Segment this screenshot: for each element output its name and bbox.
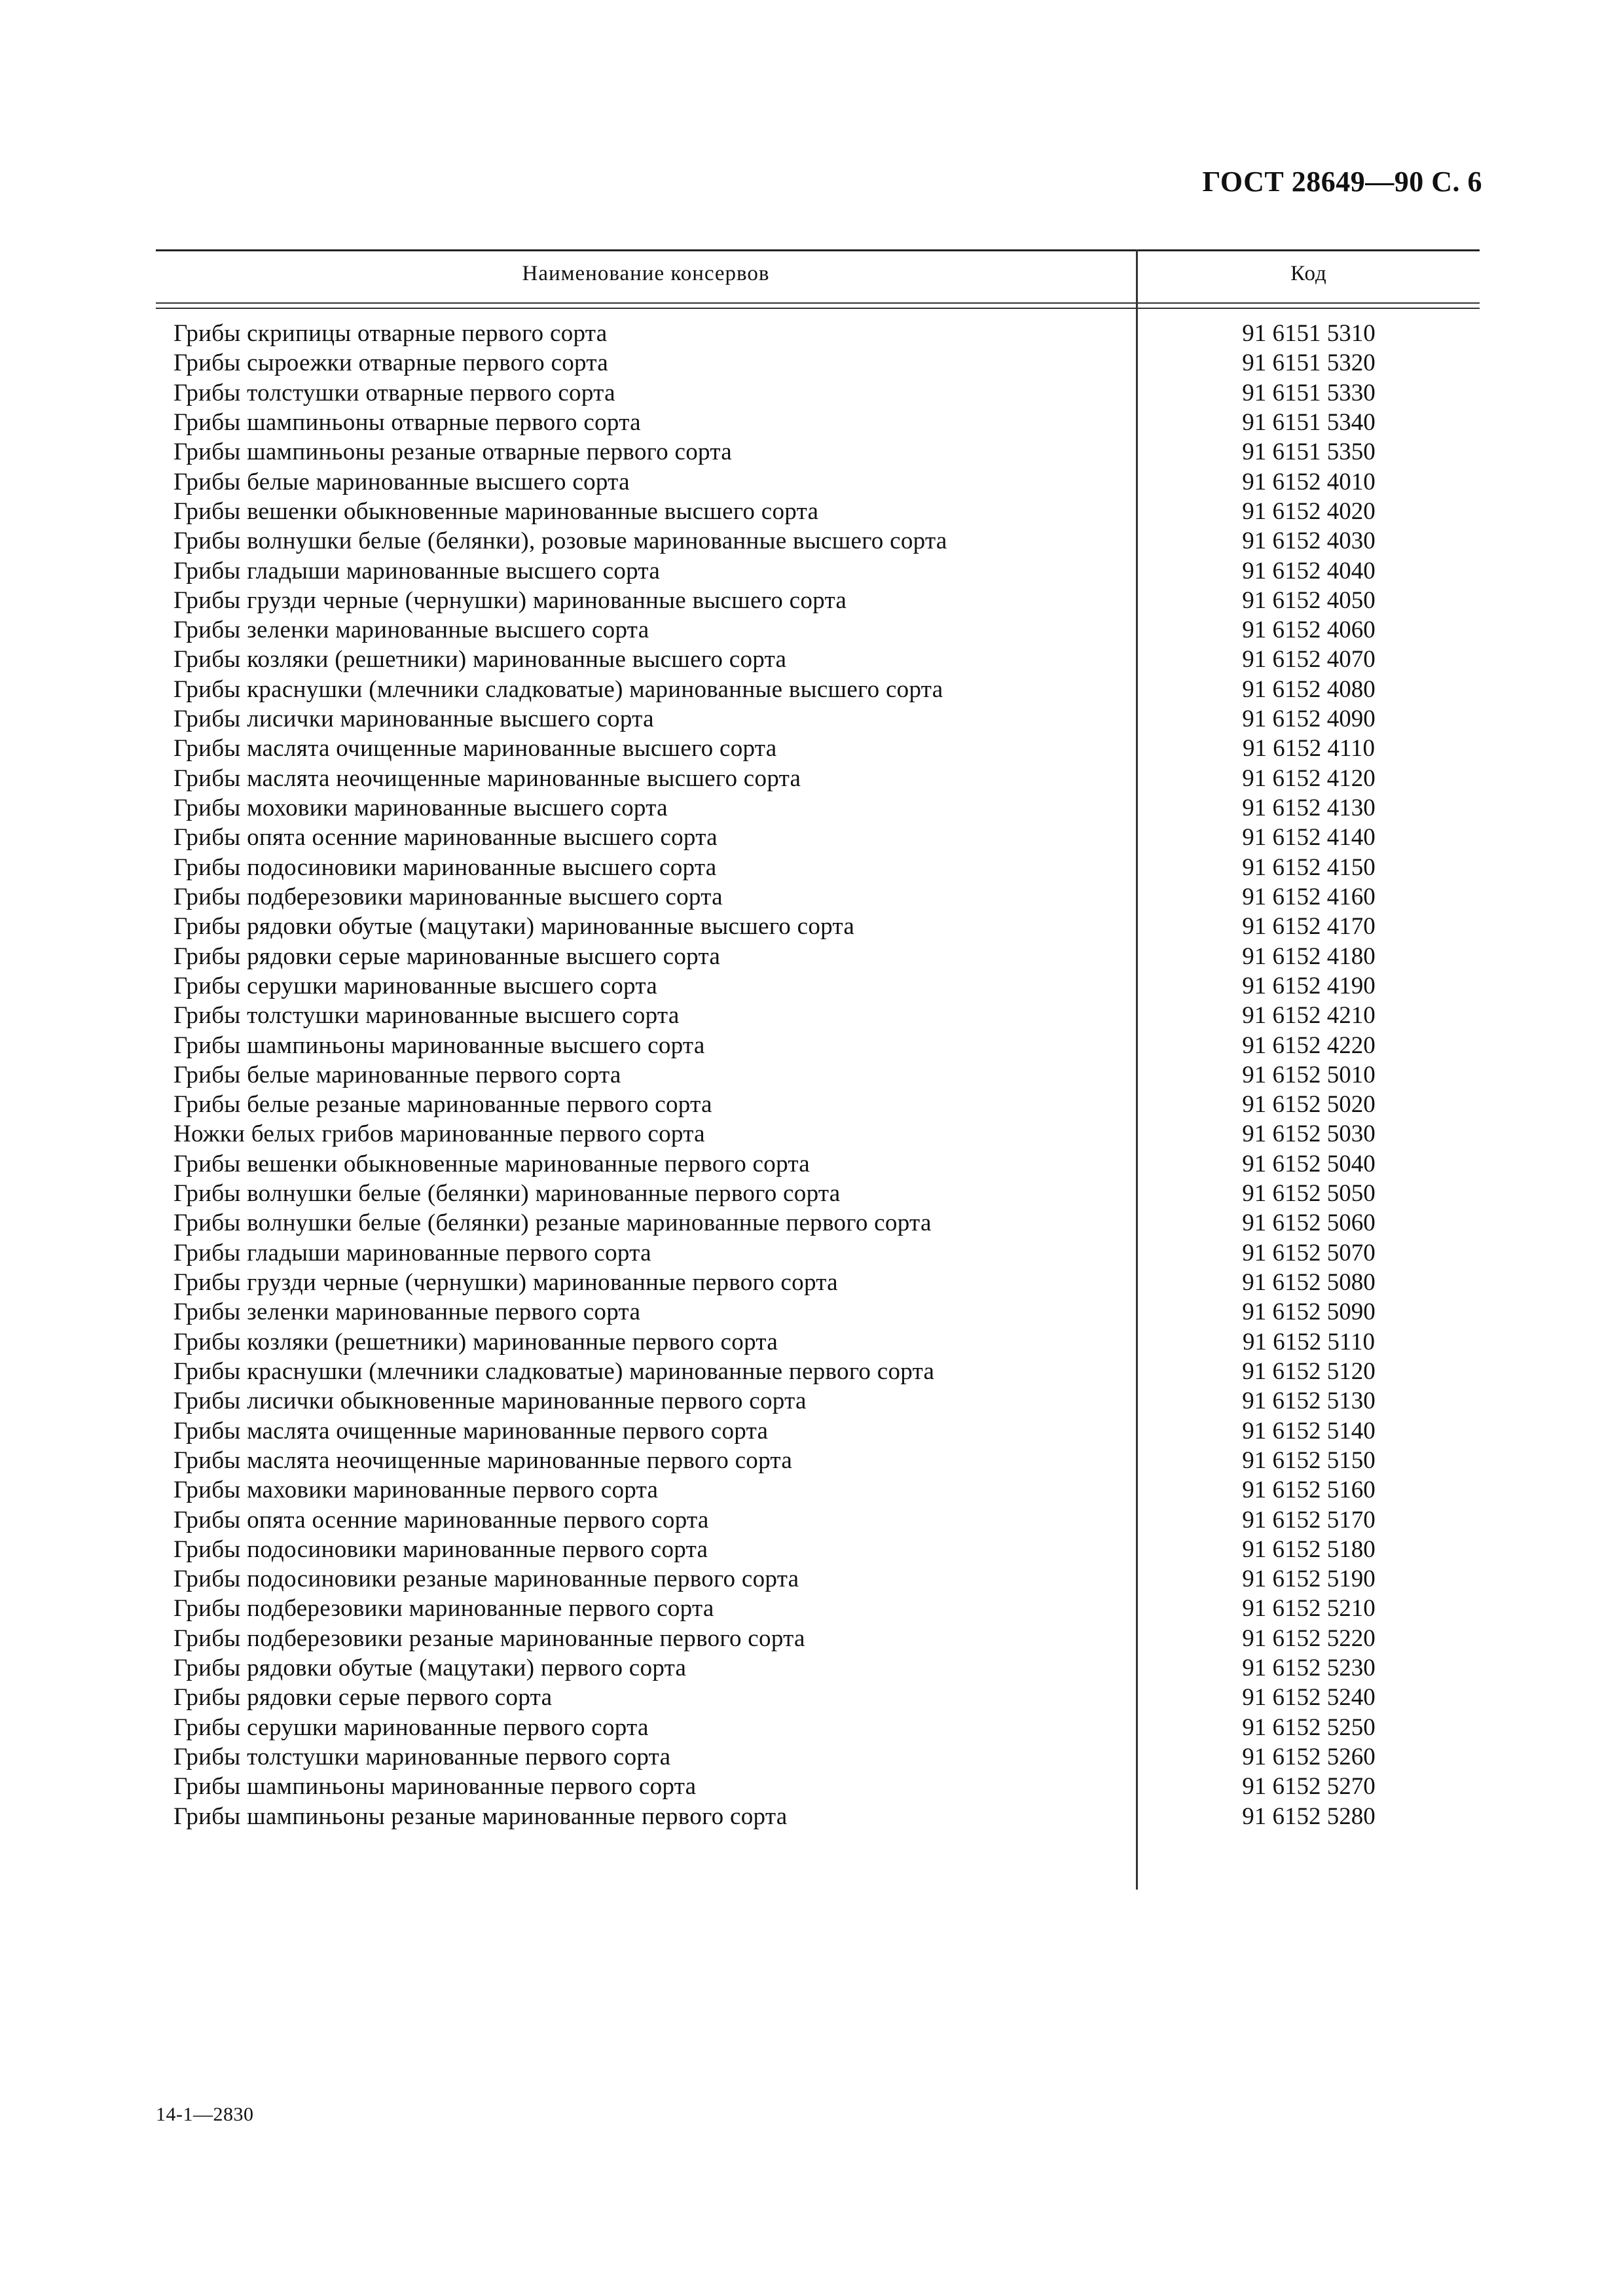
table-row xyxy=(156,437,1480,467)
cell-product-code: 91 6152 5010 xyxy=(1242,1061,1376,1088)
table-row xyxy=(156,1386,1480,1416)
cell-product-code: 91 6152 4010 xyxy=(1242,468,1376,495)
cell-product-code: 91 6152 4170 xyxy=(1242,913,1376,941)
cell-product-code: 91 6152 4090 xyxy=(1242,706,1376,733)
table-row xyxy=(156,1090,1480,1119)
cell-product-code: 91 6152 5120 xyxy=(1242,1357,1376,1385)
cell-product-code: 91 6152 4080 xyxy=(1242,675,1376,703)
table-row xyxy=(156,378,1480,408)
cell-product-code: 91 6152 4130 xyxy=(1242,795,1376,821)
table-row xyxy=(156,1624,1480,1653)
cell-product-code: 91 6152 5220 xyxy=(1242,1624,1376,1652)
cell-product-code: 91 6152 5030 xyxy=(1242,1121,1376,1148)
cell-product-name: Грибы краснушки (млечники сладковатые) маринованные первого сорта xyxy=(173,1357,935,1385)
table-row xyxy=(156,1268,1480,1297)
cell-product-code: 91 6152 5140 xyxy=(1242,1417,1376,1444)
cell-product-code: 91 6152 5040 xyxy=(1242,1150,1376,1177)
cell-product-name: Грибы толстушки маринованные первого сорта xyxy=(173,1744,671,1770)
table-row xyxy=(156,942,1480,971)
cell-product-name: Грибы белые резаные маринованные первого сорта xyxy=(173,1091,712,1119)
cell-product-name: Грибы маховики маринованные первого сорта xyxy=(173,1477,659,1504)
table-row xyxy=(156,1357,1480,1386)
cell-product-name: Грибы вешенки обыкновенные маринованные первого сорта xyxy=(173,1150,811,1177)
table-row xyxy=(156,1594,1480,1623)
cell-product-code: 91 6152 4030 xyxy=(1242,528,1376,555)
cell-product-name: Грибы маслята неочищенные маринованные первого сорта xyxy=(173,1446,793,1474)
cell-product-code: 91 6152 5070 xyxy=(1242,1239,1376,1266)
cell-product-name: Грибы волнушки белые (белянки), розовые маринованные высшего сорта xyxy=(173,528,947,555)
cell-product-name: Грибы подосиновики маринованные первого сорта xyxy=(173,1535,708,1563)
cell-product-name: Грибы лисички обыкновенные маринованные первого сорта xyxy=(173,1388,807,1415)
table-row xyxy=(156,497,1480,526)
cell-product-code: 91 6151 5320 xyxy=(1242,350,1376,377)
header-double-rule-upper xyxy=(156,302,1480,304)
cell-product-name: Грибы шампиньоны резаные маринованные первого сорта xyxy=(173,1803,788,1830)
cell-product-name: Грибы шампиньоны отварные первого сорта xyxy=(173,408,641,436)
page-header-title: ГОСТ 28649—90 С. 6 xyxy=(1202,166,1482,198)
table-row xyxy=(156,1772,1480,1801)
cell-product-code: 91 6152 5170 xyxy=(1242,1506,1376,1534)
table-row xyxy=(156,1802,1480,1831)
table-row xyxy=(156,526,1480,556)
table-row xyxy=(156,1505,1480,1535)
cell-product-name: Ножки белых грибов маринованные первого сорта xyxy=(173,1121,705,1148)
cell-product-code: 91 6152 5060 xyxy=(1242,1210,1376,1237)
cell-product-name: Грибы козляки (решетники) маринованные высшего сорта xyxy=(173,646,787,673)
cell-product-code: 91 6152 4020 xyxy=(1242,497,1376,525)
cell-product-name: Грибы подосиновики маринованные высшего сорта xyxy=(173,853,717,881)
cell-product-code: 91 6152 4110 xyxy=(1242,735,1376,762)
cell-product-name: Грибы маслята неочищенные маринованные высшего сорта xyxy=(173,764,801,792)
cell-product-name: Грибы моховики маринованные высшего сорта xyxy=(173,795,668,821)
cell-product-name: Грибы сыроежки отварные первого сорта xyxy=(173,350,608,377)
cell-product-name: Грибы шампиньоны маринованные высшего сорта xyxy=(173,1031,705,1059)
table-row xyxy=(156,348,1480,378)
cell-product-name: Грибы волнушки белые (белянки) резаные маринованные первого сорта xyxy=(173,1210,932,1237)
table-row xyxy=(156,1446,1480,1475)
cell-product-code: 91 6152 5190 xyxy=(1242,1566,1376,1593)
cell-product-name: Грибы гладыши маринованные высшего сорта xyxy=(173,557,661,584)
cell-product-code: 91 6152 4070 xyxy=(1242,646,1376,673)
table-row xyxy=(156,1149,1480,1179)
table-row xyxy=(156,793,1480,823)
table-row xyxy=(156,319,1480,348)
table-row xyxy=(156,1297,1480,1327)
cell-product-code: 91 6152 5240 xyxy=(1242,1684,1376,1712)
cell-product-name: Грибы серушки маринованные высшего сорта xyxy=(173,972,657,999)
cell-product-code: 91 6152 5260 xyxy=(1242,1744,1376,1770)
table-row xyxy=(156,408,1480,437)
cell-product-name: Грибы гладыши маринованные первого сорта xyxy=(173,1239,651,1266)
cell-product-name: Грибы грузди черные (чернушки) маринованные первого сорта xyxy=(173,1269,838,1296)
cell-product-name: Грибы опята осенние маринованные высшего сорта xyxy=(173,824,718,852)
cell-product-name: Грибы маслята очищенные маринованные высшего сорта xyxy=(173,735,777,762)
cell-product-code: 91 6151 5350 xyxy=(1242,439,1376,466)
table-row xyxy=(156,823,1480,852)
cell-product-name: Грибы волнушки белые (белянки) маринованные первого сорта xyxy=(173,1180,841,1208)
cell-product-name: Грибы козляки (решетники) маринованные первого сорта xyxy=(173,1328,778,1355)
cell-product-code: 91 6152 4180 xyxy=(1242,942,1376,970)
cell-product-code: 91 6152 5130 xyxy=(1242,1388,1376,1415)
table-body xyxy=(156,319,1480,1831)
table-row xyxy=(156,675,1480,704)
column-header-name: Наименование консервов xyxy=(522,262,770,285)
table-row xyxy=(156,1001,1480,1030)
cell-product-name: Грибы скрипицы отварные первого сорта xyxy=(173,320,608,347)
cell-product-name: Грибы лисички маринованные высшего сорта xyxy=(173,706,654,733)
footer-print-code: 14-1—2830 xyxy=(156,2104,254,2125)
cell-product-name: Грибы рядовки обутые (мацутаки) маринованные высшего сорта xyxy=(173,913,855,941)
cell-product-name: Грибы подберезовики маринованные первого сорта xyxy=(173,1595,714,1623)
cell-product-code: 91 6152 5180 xyxy=(1242,1535,1376,1563)
table-row xyxy=(156,1179,1480,1208)
cell-product-code: 91 6152 5270 xyxy=(1242,1773,1376,1801)
table-row xyxy=(156,556,1480,586)
cell-product-code: 91 6152 5110 xyxy=(1242,1328,1376,1355)
cell-product-name: Грибы шампиньоны маринованные первого сорта xyxy=(173,1773,697,1801)
cell-product-name: Грибы зеленки маринованные высшего сорта xyxy=(173,617,649,644)
table-row xyxy=(156,971,1480,1001)
cell-product-code: 91 6152 5250 xyxy=(1242,1713,1376,1741)
column-header-code: Код xyxy=(1290,262,1327,285)
cell-product-code: 91 6151 5310 xyxy=(1242,320,1376,347)
table-row xyxy=(156,853,1480,882)
cell-product-code: 91 6152 4140 xyxy=(1242,824,1376,852)
cell-product-code: 91 6152 5150 xyxy=(1242,1446,1376,1474)
cell-product-name: Грибы краснушки (млечники сладковатые) маринованные высшего сорта xyxy=(173,675,943,703)
table-row xyxy=(156,1416,1480,1446)
table-row xyxy=(156,1475,1480,1505)
cell-product-code: 91 6152 4160 xyxy=(1242,883,1376,910)
table-header-row xyxy=(156,251,1480,302)
cell-product-name: Грибы толстушки отварные первого сорта xyxy=(173,379,615,406)
cell-product-name: Грибы подберезовики маринованные высшего сорта xyxy=(173,883,723,910)
cell-product-name: Грибы маслята очищенные маринованные первого сорта xyxy=(173,1417,769,1444)
cell-product-code: 91 6152 4050 xyxy=(1242,586,1376,614)
cell-product-code: 91 6152 5090 xyxy=(1242,1299,1376,1326)
cell-product-name: Грибы шампиньоны резаные отварные первого сорта xyxy=(173,439,732,466)
table-row xyxy=(156,912,1480,941)
cell-product-code: 91 6152 4150 xyxy=(1242,853,1376,881)
table-row xyxy=(156,1683,1480,1712)
cell-product-name: Грибы зеленки маринованные первого сорта xyxy=(173,1299,641,1326)
cell-product-name: Грибы грузди черные (чернушки) маринованные высшего сорта xyxy=(173,586,847,614)
table-row xyxy=(156,1653,1480,1683)
table-row xyxy=(156,1564,1480,1594)
cell-product-name: Грибы рядовки серые маринованные высшего сорта xyxy=(173,942,721,970)
cell-product-code: 91 6152 5050 xyxy=(1242,1180,1376,1208)
cell-product-code: 91 6152 5020 xyxy=(1242,1091,1376,1119)
cell-product-code: 91 6152 5280 xyxy=(1242,1803,1376,1830)
cell-product-code: 91 6152 5210 xyxy=(1242,1595,1376,1623)
header-double-rule-lower xyxy=(156,308,1480,309)
cell-product-name: Грибы рядовки серые первого сорта xyxy=(173,1684,553,1712)
cell-product-code: 91 6152 4190 xyxy=(1242,972,1376,999)
cell-product-name: Грибы опята осенние маринованные первого сорта xyxy=(173,1506,709,1534)
cell-product-code: 91 6152 4040 xyxy=(1242,557,1376,584)
cell-product-code: 91 6152 5230 xyxy=(1242,1655,1376,1682)
table-row xyxy=(156,1031,1480,1060)
cell-product-name: Грибы подосиновики резаные маринованные первого сорта xyxy=(173,1566,799,1593)
cell-product-code: 91 6151 5330 xyxy=(1242,379,1376,406)
cell-product-name: Грибы серушки маринованные первого сорта xyxy=(173,1713,649,1741)
table-row xyxy=(156,615,1480,645)
table-row xyxy=(156,1713,1480,1742)
table-row xyxy=(156,882,1480,912)
table-row xyxy=(156,764,1480,793)
table-row xyxy=(156,645,1480,674)
table-row xyxy=(156,467,1480,497)
table-row xyxy=(156,1742,1480,1772)
table-row xyxy=(156,1208,1480,1238)
table-row xyxy=(156,586,1480,615)
cell-product-code: 91 6152 5080 xyxy=(1242,1269,1376,1296)
cell-product-code: 91 6152 4060 xyxy=(1242,617,1376,644)
cell-product-name: Грибы рядовки обутые (мацутаки) первого сорта xyxy=(173,1655,687,1682)
table-row xyxy=(156,1060,1480,1090)
cell-product-name: Грибы белые маринованные первого сорта xyxy=(173,1061,621,1088)
cell-product-name: Грибы белые маринованные высшего сорта xyxy=(173,468,630,495)
cell-product-name: Грибы толстушки маринованные высшего сорта xyxy=(173,1002,680,1030)
table-row xyxy=(156,1535,1480,1564)
table-row xyxy=(156,1119,1480,1149)
cell-product-code: 91 6151 5340 xyxy=(1242,408,1376,436)
table-row xyxy=(156,734,1480,763)
cell-product-code: 91 6152 5160 xyxy=(1242,1477,1376,1504)
cell-product-code: 91 6152 4120 xyxy=(1242,764,1376,792)
cell-product-code: 91 6152 4210 xyxy=(1242,1002,1376,1030)
table-row xyxy=(156,1238,1480,1268)
table-row xyxy=(156,1327,1480,1357)
cell-product-code: 91 6152 4220 xyxy=(1242,1031,1376,1059)
table-row xyxy=(156,704,1480,734)
cell-product-name: Грибы вешенки обыкновенные маринованные высшего сорта xyxy=(173,497,819,525)
cell-product-name: Грибы подберезовики резаные маринованные первого сорта xyxy=(173,1624,805,1652)
